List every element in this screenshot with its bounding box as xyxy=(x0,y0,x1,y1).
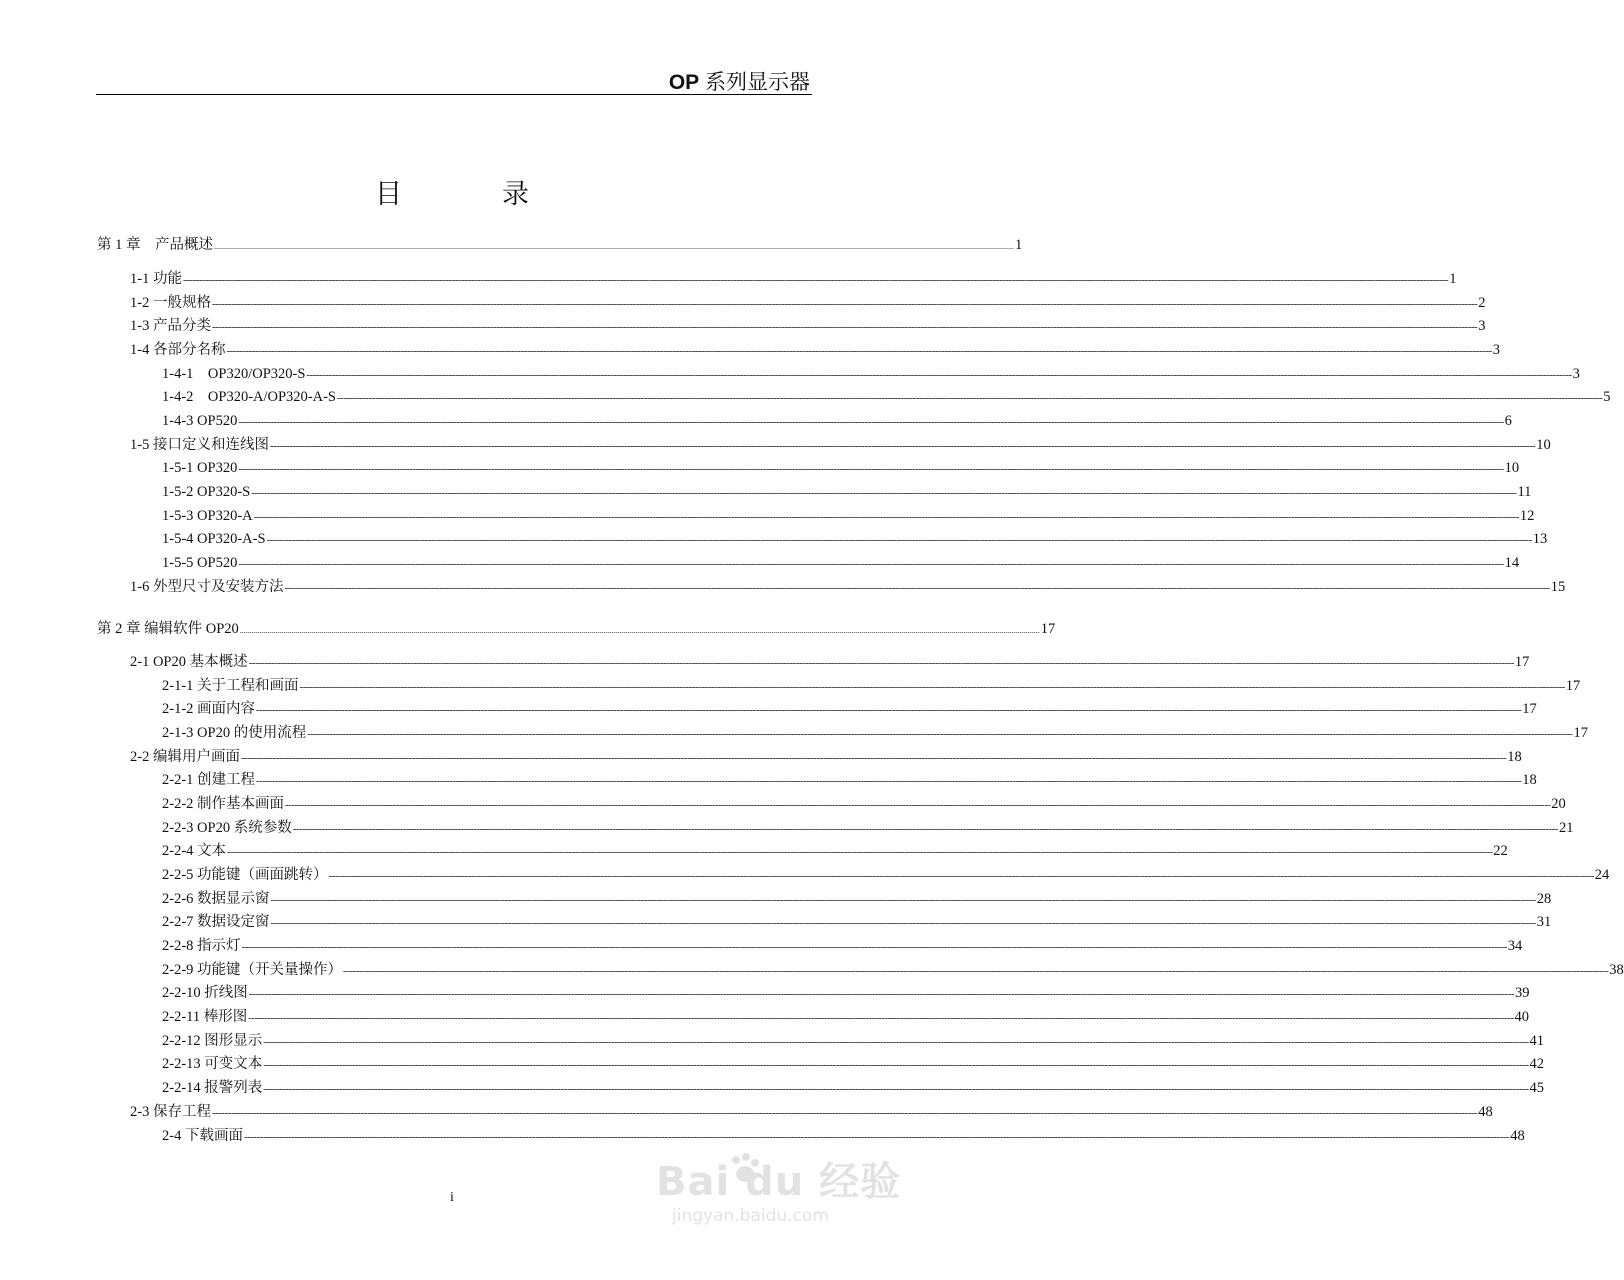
toc-entry-row xyxy=(162,554,1520,573)
toc-entry-row xyxy=(130,1103,1493,1122)
toc-leader: ---------------------------------------------------------------------------------------------------------------------------------------------------------------------------------------------------------------------------------------------------------------------------------------------------------------------------------------------------------------------------------------------------------------- xyxy=(266,534,1532,546)
toc-entry-row xyxy=(130,653,1530,672)
toc-entry-row xyxy=(162,365,1580,384)
toc-page-number: 5 xyxy=(1603,389,1611,405)
toc-entry-label: 2-2-3 OP20 系统参数 xyxy=(162,820,292,836)
toc-entry-label: 1-4-1 OP320/OP320-S xyxy=(162,366,306,382)
toc-page-number: 17 xyxy=(1040,621,1056,637)
toc-entry-label: 1-2 一般规格 xyxy=(130,295,211,311)
toc-leader: ---------------------------------------------------------------------------------------------------------------------------------------------------------------------------------------------------------------------------------------------------------------------------------------------------------------------------------------------------------------------------------------------------------------- xyxy=(238,558,1504,570)
toc-page-number: 10 xyxy=(1536,437,1551,453)
toc-entry-label: 1-3 产品分类 xyxy=(130,318,211,334)
toc-entry-row xyxy=(162,866,1610,885)
toc-leader: ---------------------------------------------------------------------------------------------------------------------------------------------------------------------------------------------------------------------------------------------------------------------------------------------------------------------------------------------------------------------------------------------------------------- xyxy=(253,511,1519,523)
toc-leader: ---------------------------------------------------------------------------------------------------------------------------------------------------------------------------------------------------------------------------------------------------------------------------------------------------------------------------------------------------------------------------------------------------------------- xyxy=(227,846,1493,858)
toc-entry-row xyxy=(130,294,1486,313)
toc-entry-row xyxy=(162,459,1520,478)
toc-entry-row xyxy=(130,317,1486,336)
toc-page-number: 42 xyxy=(1529,1056,1545,1072)
toc-entry-label: 1-1 功能 xyxy=(130,271,182,287)
toc-leader: ---------------------------------------------------------------------------------------------------------------------------------------------------------------------------------------------------------------------------------------------------------------------------------------------------------------------------------------------------------------------------------------------------------------- xyxy=(299,681,1565,693)
toc-leader: ---------------------------------------------------------------------------------------------------------------------------------------------------------------------------------------------------------------------------------------------------------------------------------------------------------------------------------------------------------------------------------------------------------------- xyxy=(241,941,1507,953)
toc-page-number: 20 xyxy=(1551,796,1566,812)
toc-entry-row xyxy=(130,436,1551,455)
toc-entry-row xyxy=(162,890,1552,909)
toc-leader: ---------------------------------------------------------------------------------------------------------------------------------------------------------------------------------------------------------------------------------------------------------------------------------------------------------------------------------------------------------------------------------------------------------------- xyxy=(182,274,1449,286)
baidu-jingyan-watermark xyxy=(632,1150,902,1260)
toc-page-number: 1 xyxy=(1015,237,1023,253)
toc-entry-row xyxy=(162,984,1530,1003)
toc-entry-row xyxy=(162,842,1508,861)
toc-leader: ---------------------------------------------------------------------------------------------------------------------------------------------------------------------------------------------------------------------------------------------------------------------------------------------------------------------------------------------------------------------------------------------------------------- xyxy=(263,1083,1529,1095)
toc-entry-row xyxy=(162,771,1537,790)
toc-entry-label: 2-1-1 关于工程和画面 xyxy=(162,678,299,694)
toc-leader: ---------------------------------------------------------------------------------------------------------------------------------------------------------------------------------------------------------------------------------------------------------------------------------------------------------------------------------------------------------------------------------------------------------------- xyxy=(240,752,1507,764)
toc-page-number: 38 xyxy=(1609,962,1624,978)
toc-page-number: 18 xyxy=(1522,772,1537,788)
toc-entry-label: 2-2-5 功能键（画面跳转） xyxy=(162,867,328,883)
header-brand: OP xyxy=(668,71,700,94)
toc-entry-row xyxy=(130,341,1500,360)
toc-page-number: 24 xyxy=(1594,867,1610,883)
toc-entry-row xyxy=(162,530,1548,549)
toc-entry-row xyxy=(162,1127,1525,1146)
toc-page-number: 22 xyxy=(1493,843,1508,859)
toc-leader: ---------------------------------------------------------------------------------------------------------------------------------------------------------------------------------------------------------------------------------------------------------------------------------------------------------------------------------------------------------------------------------------------------------------- xyxy=(211,1107,1478,1119)
toc-page-number: 17 xyxy=(1522,701,1537,717)
header-title-text: 系列显示器 xyxy=(705,71,810,94)
toc-entry-label: 2-2-11 棒形图 xyxy=(162,1009,248,1025)
toc-entry-label: 1-5-5 OP520 xyxy=(162,555,238,571)
toc-entry-row xyxy=(162,677,1581,696)
toc-page-number: 1 xyxy=(1449,271,1457,287)
toc-entry-row xyxy=(130,748,1522,767)
toc-leader: ---------------------------------------------------------------------------------------------------------------------------------------------------------------------------------------------------------------------------------------------------------------------------------------------------------------------------------------------------------------------------------------------------------------- xyxy=(306,369,1572,381)
toc-page-number: 3 xyxy=(1492,342,1500,358)
toc-page-number: 31 xyxy=(1536,914,1552,930)
toc-page-number: 41 xyxy=(1529,1033,1545,1049)
toc-entry-row xyxy=(162,1055,1545,1074)
toc-entry-label: 2-2-7 数据设定窗 xyxy=(162,914,270,930)
toc-entry-label: 2-2-13 可变文本 xyxy=(162,1056,263,1072)
toc-page-number: 17 xyxy=(1573,725,1588,741)
toc-entry-label: 2-2-1 创建工程 xyxy=(162,772,256,788)
toc-page-number: 40 xyxy=(1514,1009,1529,1025)
toc-page-number: 12 xyxy=(1519,508,1535,524)
toc-entry-row xyxy=(162,795,1566,814)
toc-leader: ---------------------------------------------------------------------------------------------------------------------------------------------------------------------------------------------------------------------------------------------------------------------------------------------------------------------------------------------------------------------------------------------------------------- xyxy=(248,988,1515,1000)
toc-entry-row xyxy=(162,819,1574,838)
toc-entry-row xyxy=(162,961,1624,980)
toc-leader: ---------------------------------------------------------------------------------------------------------------------------------------------------------------------------------------------------------------------------------------------------------------------------------------------------------------------------------------------------------------------------------------------------------------- xyxy=(269,440,1536,452)
toc-entry-label: 2-1-3 OP20 的使用流程 xyxy=(162,725,307,741)
toc-leader: ---------------------------------------------------------------------------------------------------------------------------------------------------------------------------------------------------------------------------------------------------------------------------------------------------------------------------------------------------------------------------------------------------------------- xyxy=(238,416,1504,428)
toc-leader: ---------------------------------------------------------------------------------------------------------------------------------------------------------------------------------------------------------------------------------------------------------------------------------------------------------------------------------------------------------------------------------------------------------------- xyxy=(284,582,1550,594)
toc-entry-label: 2-4 下载画面 xyxy=(162,1128,243,1144)
toc-entry-row xyxy=(162,412,1512,431)
toc-leader: ---------------------------------------------------------------------------------------------------------------------------------------------------------------------------------------------------------------------------------------------------------------------------------------------------------------------------------------------------------------------------------------------------------------- xyxy=(263,1036,1529,1048)
toc-entry-label: 1-6 外型尺寸及安装方法 xyxy=(130,579,284,595)
toc-chapter-row xyxy=(97,620,1056,640)
toc-leader: ---------------------------------------------------------------------------------------------------------------------------------------------------------------------------------------------------------------------------------------------------------------------------------------------------------------------------------------------------------------------------------------------------------------- xyxy=(251,487,1517,499)
page-number: i xyxy=(450,1190,454,1205)
toc-entry-label: 2-2-12 图形显示 xyxy=(162,1033,263,1049)
toc-page-number: 14 xyxy=(1504,555,1520,571)
toc-page-number: 11 xyxy=(1517,484,1532,500)
toc-page-number: 3 xyxy=(1572,366,1580,382)
toc-page-number: 3 xyxy=(1478,318,1486,334)
toc-entry-label: 2-2-8 指示灯 xyxy=(162,938,241,954)
toc-entry-row xyxy=(162,1008,1529,1027)
toc-leader: ---------------------------------------------------------------------------------------------------------------------------------------------------------------------------------------------------------------------------------------------------------------------------------------------------------------------------------------------------------------------------------------------------------------- xyxy=(307,728,1573,740)
toc-entry-label: 2-2-2 制作基本画面 xyxy=(162,796,285,812)
toc-page-number: 48 xyxy=(1478,1104,1493,1120)
toc-entry-row xyxy=(162,724,1588,743)
toc-entry-label: 1-4 各部分名称 xyxy=(130,342,226,358)
toc-leader: ---------------------------------------------------------------------------------------------------------------------------------------------------------------------------------------------------------------------------------------------------------------------------------------------------------------------------------------------------------------------------------------------------------------- xyxy=(248,657,1514,669)
toc-entry-row xyxy=(130,578,1566,597)
toc-entry-row xyxy=(162,913,1552,932)
toc-heading: 目录 xyxy=(375,179,629,209)
toc-entry-row xyxy=(162,937,1523,956)
toc-entry-label: 2-1-2 画面内容 xyxy=(162,701,256,717)
toc-entry-label: 1-5-4 OP320-A-S xyxy=(162,531,266,547)
toc-leader: ---------------------------------------------------------------------------------------------------------------------------------------------------------------------------------------------------------------------------------------------------------------------------------------------------------------------------------------------------------------------------------------------------------------- xyxy=(270,894,1536,906)
toc-leader: ---------------------------------------------------------------------------------------------------------------------------------------------------------------------------------------------------------------------------------------------------------------------------------------------------------------------------------------------------------------------------------------------------------------- xyxy=(211,321,1478,333)
toc-page-number: 17 xyxy=(1514,654,1530,670)
toc-leader: ---------------------------------------------------------------------------------------------------------------------------------------------------------------------------------------------------------------------------------------------------------------------------------------------------------------------------------------------------------------------------------------------------------------- xyxy=(256,775,1522,787)
toc-leader: ---------------------------------------------------------------------------------------------------------------------------------------------------------------------------------------------------------------------------------------------------------------------------------------------------------------------------------------------------------------------------------------------------------------- xyxy=(226,345,1492,357)
toc-entry-label: 2-2-9 功能键（开关量操作） xyxy=(162,962,343,978)
toc-entry-label: 2-2-6 数据显示窗 xyxy=(162,891,270,907)
watermark-text: Bai du 经验 xyxy=(656,1159,902,1205)
document-header-title xyxy=(669,66,810,96)
toc-entry-label: 1-4-2 OP320-A/OP320-A-S xyxy=(162,389,336,405)
toc-entry-label: 2-3 保存工程 xyxy=(130,1104,211,1120)
toc-entry-label: 2-2 编辑用户画面 xyxy=(130,749,240,765)
toc-page-number: 2 xyxy=(1478,295,1486,311)
toc-page-number: 28 xyxy=(1536,891,1552,907)
toc-leader: ---------------------------------------------------------------------------------------------------------------------------------------------------------------------------------------------------------------------------------------------------------------------------------------------------------------------------------------------------------------------------------------------------------------- xyxy=(270,917,1536,929)
toc-entry-label: 1-4-3 OP520 xyxy=(162,413,238,429)
toc-leader: ---------------------------------------------------------------------------------------------------------------------------------------------------------------------------------------------------------------------------------------------------------------------------------------------------------------------------------------------------------------------------------------------------------------- xyxy=(248,1012,1514,1024)
toc-page-number: 13 xyxy=(1532,531,1548,547)
toc-leader: ................................................................................................................................................................................................................................................................................................................................................................................................................ xyxy=(214,242,1014,251)
toc-entry-row xyxy=(130,270,1457,289)
toc-leader: ................................................................................................................................................................................................................................................................................................................................................................................................................ xyxy=(239,626,1040,635)
toc-entry-label: 2-2-4 文本 xyxy=(162,843,227,859)
toc-leader: ---------------------------------------------------------------------------------------------------------------------------------------------------------------------------------------------------------------------------------------------------------------------------------------------------------------------------------------------------------------------------------------------------------------- xyxy=(211,298,1478,310)
toc-leader: ---------------------------------------------------------------------------------------------------------------------------------------------------------------------------------------------------------------------------------------------------------------------------------------------------------------------------------------------------------------------------------------------------------------- xyxy=(328,870,1594,882)
toc-leader: ---------------------------------------------------------------------------------------------------------------------------------------------------------------------------------------------------------------------------------------------------------------------------------------------------------------------------------------------------------------------------------------------------------------- xyxy=(238,463,1504,475)
toc-leader: ---------------------------------------------------------------------------------------------------------------------------------------------------------------------------------------------------------------------------------------------------------------------------------------------------------------------------------------------------------------------------------------------------------------- xyxy=(256,704,1522,716)
paw-icon xyxy=(726,1152,762,1188)
toc-page-number: 48 xyxy=(1510,1128,1525,1144)
toc-entry-label: 1-5-3 OP320-A xyxy=(162,508,253,524)
toc-page-number: 18 xyxy=(1507,749,1522,765)
toc-page-number: 6 xyxy=(1504,413,1512,429)
toc-entry-label: 2-2-10 折线图 xyxy=(162,985,248,1001)
toc-entry-label: 第 2 章 编辑软件 OP20 xyxy=(97,621,239,637)
toc-page-number: 15 xyxy=(1550,579,1566,595)
toc-entry-row xyxy=(162,388,1611,407)
toc-leader: ---------------------------------------------------------------------------------------------------------------------------------------------------------------------------------------------------------------------------------------------------------------------------------------------------------------------------------------------------------------------------------------------------------------- xyxy=(292,823,1558,835)
toc-leader: ---------------------------------------------------------------------------------------------------------------------------------------------------------------------------------------------------------------------------------------------------------------------------------------------------------------------------------------------------------------------------------------------------------------- xyxy=(285,799,1551,811)
toc-entry-row xyxy=(162,483,1532,502)
toc-page-number: 17 xyxy=(1565,678,1581,694)
toc-leader: ---------------------------------------------------------------------------------------------------------------------------------------------------------------------------------------------------------------------------------------------------------------------------------------------------------------------------------------------------------------------------------------------------------------- xyxy=(263,1059,1529,1071)
toc-page-number: 10 xyxy=(1504,460,1520,476)
toc-page-number: 45 xyxy=(1529,1080,1545,1096)
toc-page-number: 34 xyxy=(1507,938,1523,954)
toc-leader: ---------------------------------------------------------------------------------------------------------------------------------------------------------------------------------------------------------------------------------------------------------------------------------------------------------------------------------------------------------------------------------------------------------------- xyxy=(243,1131,1510,1143)
toc-entry-label: 1-5-2 OP320-S xyxy=(162,484,251,500)
toc-entry-row xyxy=(162,507,1535,526)
toc-page-number: 21 xyxy=(1558,820,1574,836)
toc-entry-label: 第 1 章 产品概述 xyxy=(97,237,213,253)
toc-entry-label: 2-1 OP20 基本概述 xyxy=(130,654,248,670)
toc-entry-label: 1-5-1 OP320 xyxy=(162,460,238,476)
watermark-url: jingyan.baidu.com xyxy=(672,1206,829,1226)
toc-leader: ---------------------------------------------------------------------------------------------------------------------------------------------------------------------------------------------------------------------------------------------------------------------------------------------------------------------------------------------------------------------------------------------------------------- xyxy=(337,392,1603,404)
toc-page-number: 39 xyxy=(1515,985,1530,1001)
toc-chapter-row xyxy=(97,236,1023,256)
toc-entry-row xyxy=(162,700,1537,719)
toc-entry-row xyxy=(162,1032,1545,1051)
toc-entry-row xyxy=(162,1079,1545,1098)
header-divider xyxy=(96,94,812,95)
toc-leader: ---------------------------------------------------------------------------------------------------------------------------------------------------------------------------------------------------------------------------------------------------------------------------------------------------------------------------------------------------------------------------------------------------------------- xyxy=(343,965,1609,977)
toc-entry-label: 1-5 接口定义和连线图 xyxy=(130,437,269,453)
toc-entry-label: 2-2-14 报警列表 xyxy=(162,1080,263,1096)
